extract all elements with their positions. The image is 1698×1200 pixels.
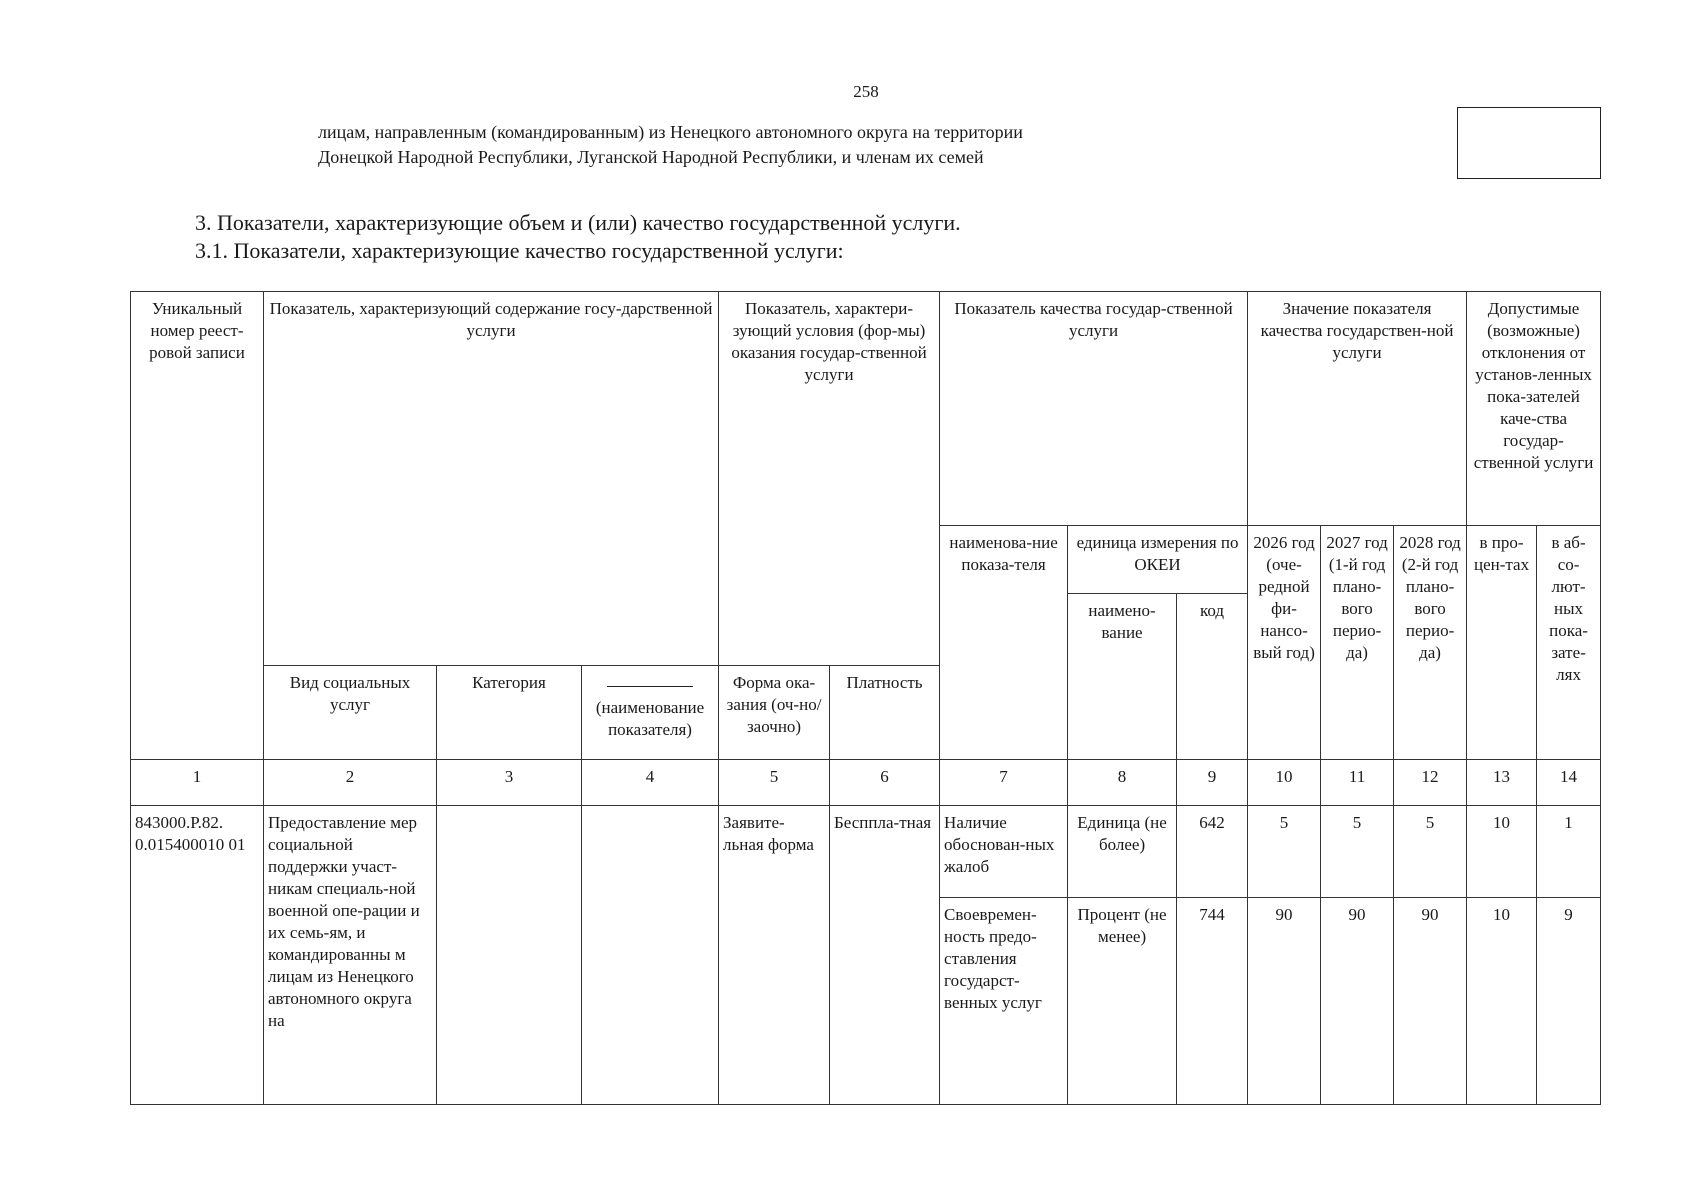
header-unit-name: наимено-вание (1068, 594, 1177, 760)
record-payment: Бесппла-тная (830, 806, 940, 1105)
header-indicator-placeholder (582, 666, 719, 760)
header-deviations: Допустимые (возможные) отклонения от установ-ленных пока-зателей каче-ства государ-ственной услуги (1467, 292, 1601, 526)
header-year-2026: 2026 год (оче-редной фи-нансо-вый год) (1248, 526, 1321, 760)
header-payment: Платность (830, 666, 940, 760)
row-value-2026: 5 (1248, 806, 1321, 898)
row-value-2027: 5 (1321, 806, 1394, 898)
quality-indicators-table (130, 291, 1601, 1105)
column-number: 2 (264, 760, 437, 806)
column-number: 7 (940, 760, 1068, 806)
row-indicator-name: Наличие обоснован-ных жалоб (940, 806, 1068, 898)
header-okei-unit: единица измерения по ОКЕИ (1068, 526, 1248, 594)
record-category (437, 806, 582, 1105)
column-number: 6 (830, 760, 940, 806)
header-conditions-indicator: Показатель, характери-зующий условия (фор-мы) оказания государ-ственной услуги (719, 292, 940, 666)
record-indicator-name (582, 806, 719, 1105)
column-number: 10 (1248, 760, 1321, 806)
header-content-indicator: Показатель, характеризующий содержание госу-дарственной услуги (264, 292, 719, 666)
column-number: 1 (131, 760, 264, 806)
row-deviation-absolute: 1 (1537, 806, 1601, 898)
header-year-2028: 2028 год (2-й год плано-вого перио-да) (1394, 526, 1467, 760)
record-form: Заявите-льная форма (719, 806, 830, 1105)
column-number: 14 (1537, 760, 1601, 806)
header-indicator-placeholder-label: (наименование показателя) (595, 698, 705, 739)
row-indicator-name: Своевремен-ность предо-ставления государст-венных услуг (940, 898, 1068, 1105)
column-number: 9 (1177, 760, 1248, 806)
row-deviation-absolute: 9 (1537, 898, 1601, 1105)
column-number: 3 (437, 760, 582, 806)
header-absolute: в аб-со-лют-ных пока-зате-лях (1537, 526, 1601, 760)
header-social-services-type: Вид социальных услуг (264, 666, 437, 760)
record-social-services-type: Предоставление мер социальной поддержки участ-никам специаль-ной военной опе-рации и их семь-ям, и командированны м лицам из Ненецкого автономного округа на (264, 806, 437, 1105)
row-value-2028: 90 (1394, 898, 1467, 1105)
section-heading-3-1: 3.1. Показатели, характеризующие качество государственной услуги: (195, 238, 844, 263)
row-value-2026: 90 (1248, 898, 1321, 1105)
header-form: Форма ока-зания (оч-но/заочно) (719, 666, 830, 760)
header-year-2027: 2027 год (1-й год плано-вого перио-да) (1321, 526, 1394, 760)
row-deviation-percent: 10 (1467, 898, 1537, 1105)
header-registry-number: Уникальный номер реест-ровой записи (131, 292, 264, 760)
column-number: 5 (719, 760, 830, 806)
column-number: 13 (1467, 760, 1537, 806)
column-number: 12 (1394, 760, 1467, 806)
record-registry-number: 843000.Р.82. 0.015400010 01 (131, 806, 264, 1105)
registry-code-box (1457, 107, 1601, 179)
column-number: 11 (1321, 760, 1394, 806)
table-row (131, 806, 1601, 898)
header-line-2: Донецкой Народной Республики, Луганской Народной Республики, и членам их семей (318, 147, 984, 167)
column-numbers-row (131, 760, 1601, 806)
section-heading-3: 3. Показатели, характеризующие объем и (или) качество государственной услуги. (195, 210, 961, 235)
row-unit-name: Процент (не менее) (1068, 898, 1177, 1105)
row-unit-code: 642 (1177, 806, 1248, 898)
row-unit-code: 744 (1177, 898, 1248, 1105)
header-percent: в про-цен-тах (1467, 526, 1537, 760)
column-number: 4 (582, 760, 719, 806)
page-number: 258 (853, 82, 879, 101)
header-quality-indicator: Показатель качества государ-ственной услуги (940, 292, 1248, 526)
header-line-1: лицам, направленным (командированным) из Ненецкого автономного округа на территории (318, 122, 1023, 142)
row-unit-name: Единица (не более) (1068, 806, 1177, 898)
blank-underline (607, 672, 693, 687)
header-unit-code: код (1177, 594, 1248, 760)
row-value-2028: 5 (1394, 806, 1467, 898)
row-deviation-percent: 10 (1467, 806, 1537, 898)
header-category: Категория (437, 666, 582, 760)
service-name-continuation (318, 120, 1248, 170)
header-quality-value: Значение показателя качества государствен-ной услуги (1248, 292, 1467, 526)
row-value-2027: 90 (1321, 898, 1394, 1105)
header-indicator-name: наименова-ние показа-теля (940, 526, 1068, 760)
column-number: 8 (1068, 760, 1177, 806)
